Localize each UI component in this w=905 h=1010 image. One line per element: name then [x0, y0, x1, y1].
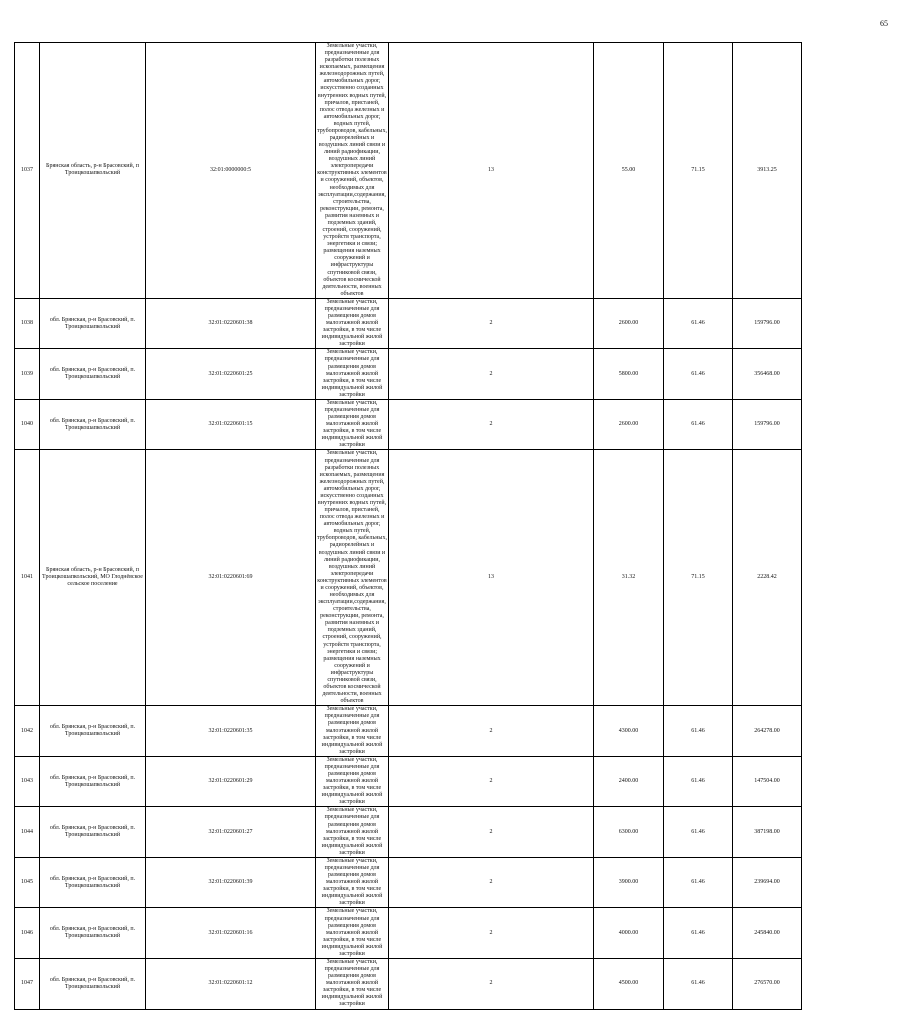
- row-number: 1039: [15, 349, 40, 400]
- address: обл. Брянская, р-н Брасовский, п. Троицкошапкольский: [40, 706, 146, 757]
- table-row: [15, 857, 895, 908]
- cadastral-number: 32:01:0220601:27: [146, 807, 316, 858]
- area-value: 4300.00: [594, 706, 664, 757]
- row-number: 1046: [15, 908, 40, 959]
- address: обл. Брянская, р-н Брасовский, п. Троицкошапкольский: [40, 959, 146, 1010]
- use-code: 2: [389, 959, 594, 1010]
- use-code: 2: [389, 908, 594, 959]
- cadastral-value: 264278.00: [733, 706, 802, 757]
- use-code: 2: [389, 807, 594, 858]
- area-value: 5800.00: [594, 349, 664, 400]
- area-value: 31.32: [594, 450, 664, 706]
- cadastral-value: 3913.25: [733, 43, 802, 299]
- row-number: 1038: [15, 298, 40, 349]
- row-number: 1042: [15, 706, 40, 757]
- row-number: 1047: [15, 959, 40, 1010]
- use-code: 13: [389, 43, 594, 299]
- address: обл. Брянская, р-н Брасовский, п. Троицкошапкольский: [40, 298, 146, 349]
- land-use-description: Земельные участки, предназначенные для размещения домов малоэтажной жилой застройки, в том числе индивидуальной жилой застройки: [316, 857, 389, 908]
- use-code: 2: [389, 349, 594, 400]
- area-value: 55.00: [594, 43, 664, 299]
- cadastral-number: 32:01:0220601:39: [146, 857, 316, 908]
- table-row: [15, 43, 895, 299]
- specific-value: 71.15: [664, 450, 733, 706]
- table-row: [15, 349, 895, 400]
- table-row: [15, 450, 895, 706]
- cadastral-number: 32:01:0220601:16: [146, 908, 316, 959]
- land-use-description: Земельные участки, предназначенные для разработки полезных ископаемых, размещения железнодорожных путей, автомобильных дорог, искусственно созданных внутренних водных путей, причалов, пристаней, полос отвода железных и автомобильных дорог, водных путей, трубопроводов, кабельных, радиорелейных и воздушных линий связи и линий радиофикации, воздушных линий электропередачи конструктивных элементов и сооружений, объектов, необходимых для эксплуатации,содержания, строительства, реконструкции, ремонта, развития наземных и подземных зданий, строений, сооружений, устройств транспорта, энергетики и связи; размещения наземных сооружений и инфраструктуры спутниковой связи, объектов космической деятельности, военных объектов: [317, 43, 387, 297]
- cadastral-value: 2228.42: [733, 450, 802, 706]
- specific-value: 71.15: [664, 43, 733, 299]
- table-row: [15, 959, 895, 1010]
- use-code: 2: [389, 298, 594, 349]
- land-use-description: Земельные участки, предназначенные для разработки полезных ископаемых, размещения железнодорожных путей, автомобильных дорог, искусственно созданных внутренних водных путей, причалов, пристаней, полос отвода железных и автомобильных дорог, водных путей, трубопроводов, кабельных, радиорелейных и воздушных линий связи и линий радиофикации, воздушных линий электропередачи конструктивных элементов и сооружений, объектов, необходимых для эксплуатации,содержания, строительства, реконструкции, ремонта, развития наземных и подземных зданий, строений, сооружений, устройств транспорта, энергетики и связи; размещения наземных сооружений и инфраструктуры спутниковой связи, объектов космической деятельности, военных объектов: [317, 450, 387, 705]
- table-row: [15, 756, 895, 807]
- land-plots-table: [14, 42, 895, 1010]
- cadastral-value: 276570.00: [733, 959, 802, 1010]
- specific-value: 61.46: [664, 959, 733, 1010]
- specific-value: 61.46: [664, 706, 733, 757]
- address: обл. Брянская, р-н Брасовский, п. Троицкошапкольский: [40, 756, 146, 807]
- row-number: 1041: [15, 450, 40, 706]
- cadastral-value: 147504.00: [733, 756, 802, 807]
- land-use-description: Земельные участки, предназначенные для размещения домов малоэтажной жилой застройки, в том числе индивидуальной жилой застройки: [316, 908, 389, 959]
- cadastral-number: 32:01:0220601:25: [146, 349, 316, 400]
- cadastral-value: 239694.00: [733, 857, 802, 908]
- specific-value: 61.46: [664, 857, 733, 908]
- area-value: 2600.00: [594, 399, 664, 450]
- specific-value: 61.46: [664, 349, 733, 400]
- area-value: 4000.00: [594, 908, 664, 959]
- cadastral-value: 356468.00: [733, 349, 802, 400]
- land-use-description: Земельные участки, предназначенные для размещения домов малоэтажной жилой застройки, в том числе индивидуальной жилой застройки: [316, 706, 389, 757]
- address: обл. Брянская, р-н Брасовский, п. Троицкошапкольский: [40, 908, 146, 959]
- land-use-description: Земельные участки, предназначенные для размещения домов малоэтажной жилой застройки, в том числе индивидуальной жилой застройки: [316, 399, 389, 450]
- address: обл. Брянская, р-н Брасовский, п. Троицкошапкольский: [40, 349, 146, 400]
- row-number: 1037: [15, 43, 40, 299]
- land-use-description: Земельные участки, предназначенные для размещения домов малоэтажной жилой застройки, в том числе индивидуальной жилой застройки: [316, 349, 389, 400]
- row-number: 1044: [15, 807, 40, 858]
- cadastral-value: 159796.00: [733, 298, 802, 349]
- land-use-description: Земельные участки, предназначенные для размещения домов малоэтажной жилой застройки, в том числе индивидуальной жилой застройки: [316, 756, 389, 807]
- row-number: 1043: [15, 756, 40, 807]
- area-value: 3900.00: [594, 857, 664, 908]
- use-code: 2: [389, 399, 594, 450]
- use-code: 2: [389, 857, 594, 908]
- address: обл. Брянская, р-н Брасовский, п. Троицкошапкольский: [40, 857, 146, 908]
- cadastral-value: 245840.00: [733, 908, 802, 959]
- cadastral-number: 32:01:0220601:38: [146, 298, 316, 349]
- address: обл. Брянская, р-н Брасовский, п. Троицкошапкольский: [40, 807, 146, 858]
- land-use-description: Земельные участки, предназначенные для размещения домов малоэтажной жилой застройки, в том числе индивидуальной жилой застройки: [316, 807, 389, 858]
- cadastral-value: 387198.00: [733, 807, 802, 858]
- cadastral-number: 32:01:0220601:69: [146, 450, 316, 706]
- cadastral-number: 32:01:0220601:29: [146, 756, 316, 807]
- table-row: [15, 908, 895, 959]
- land-use-description: Земельные участки, предназначенные для размещения домов малоэтажной жилой застройки, в том числе индивидуальной жилой застройки: [316, 959, 389, 1010]
- specific-value: 61.46: [664, 756, 733, 807]
- address: обл. Брянская, р-н Брасовский, п. Троицкошапкольский: [40, 399, 146, 450]
- area-value: 2400.00: [594, 756, 664, 807]
- cadastral-number: 32:01:0220601:35: [146, 706, 316, 757]
- specific-value: 61.46: [664, 399, 733, 450]
- address: Брянская область, р-н Брасовский, п Троицкошапкольский, МО Глоднёвское сельское поселение: [40, 450, 146, 706]
- page-number: 65: [880, 19, 888, 28]
- land-use-description: Земельные участки, предназначенные для размещения домов малоэтажной жилой застройки, в том числе индивидуальной жилой застройки: [316, 298, 389, 349]
- table-row: [15, 399, 895, 450]
- table-row: [15, 807, 895, 858]
- specific-value: 61.46: [664, 298, 733, 349]
- cadastral-number: 32:01:0220601:15: [146, 399, 316, 450]
- table-row: [15, 298, 895, 349]
- table-row: [15, 706, 895, 757]
- cadastral-number: 32:01:0220601:12: [146, 959, 316, 1010]
- specific-value: 61.46: [664, 908, 733, 959]
- area-value: 4500.00: [594, 959, 664, 1010]
- use-code: 2: [389, 756, 594, 807]
- cadastral-number: 32:01:0000000:5: [146, 43, 316, 299]
- row-number: 1040: [15, 399, 40, 450]
- specific-value: 61.46: [664, 807, 733, 858]
- use-code: 13: [389, 450, 594, 706]
- area-value: 6300.00: [594, 807, 664, 858]
- row-number: 1045: [15, 857, 40, 908]
- use-code: 2: [389, 706, 594, 757]
- address: Брянская область, р-н Брасовский, п Троицкошапкольский: [40, 43, 146, 299]
- cadastral-value: 159796.00: [733, 399, 802, 450]
- area-value: 2600.00: [594, 298, 664, 349]
